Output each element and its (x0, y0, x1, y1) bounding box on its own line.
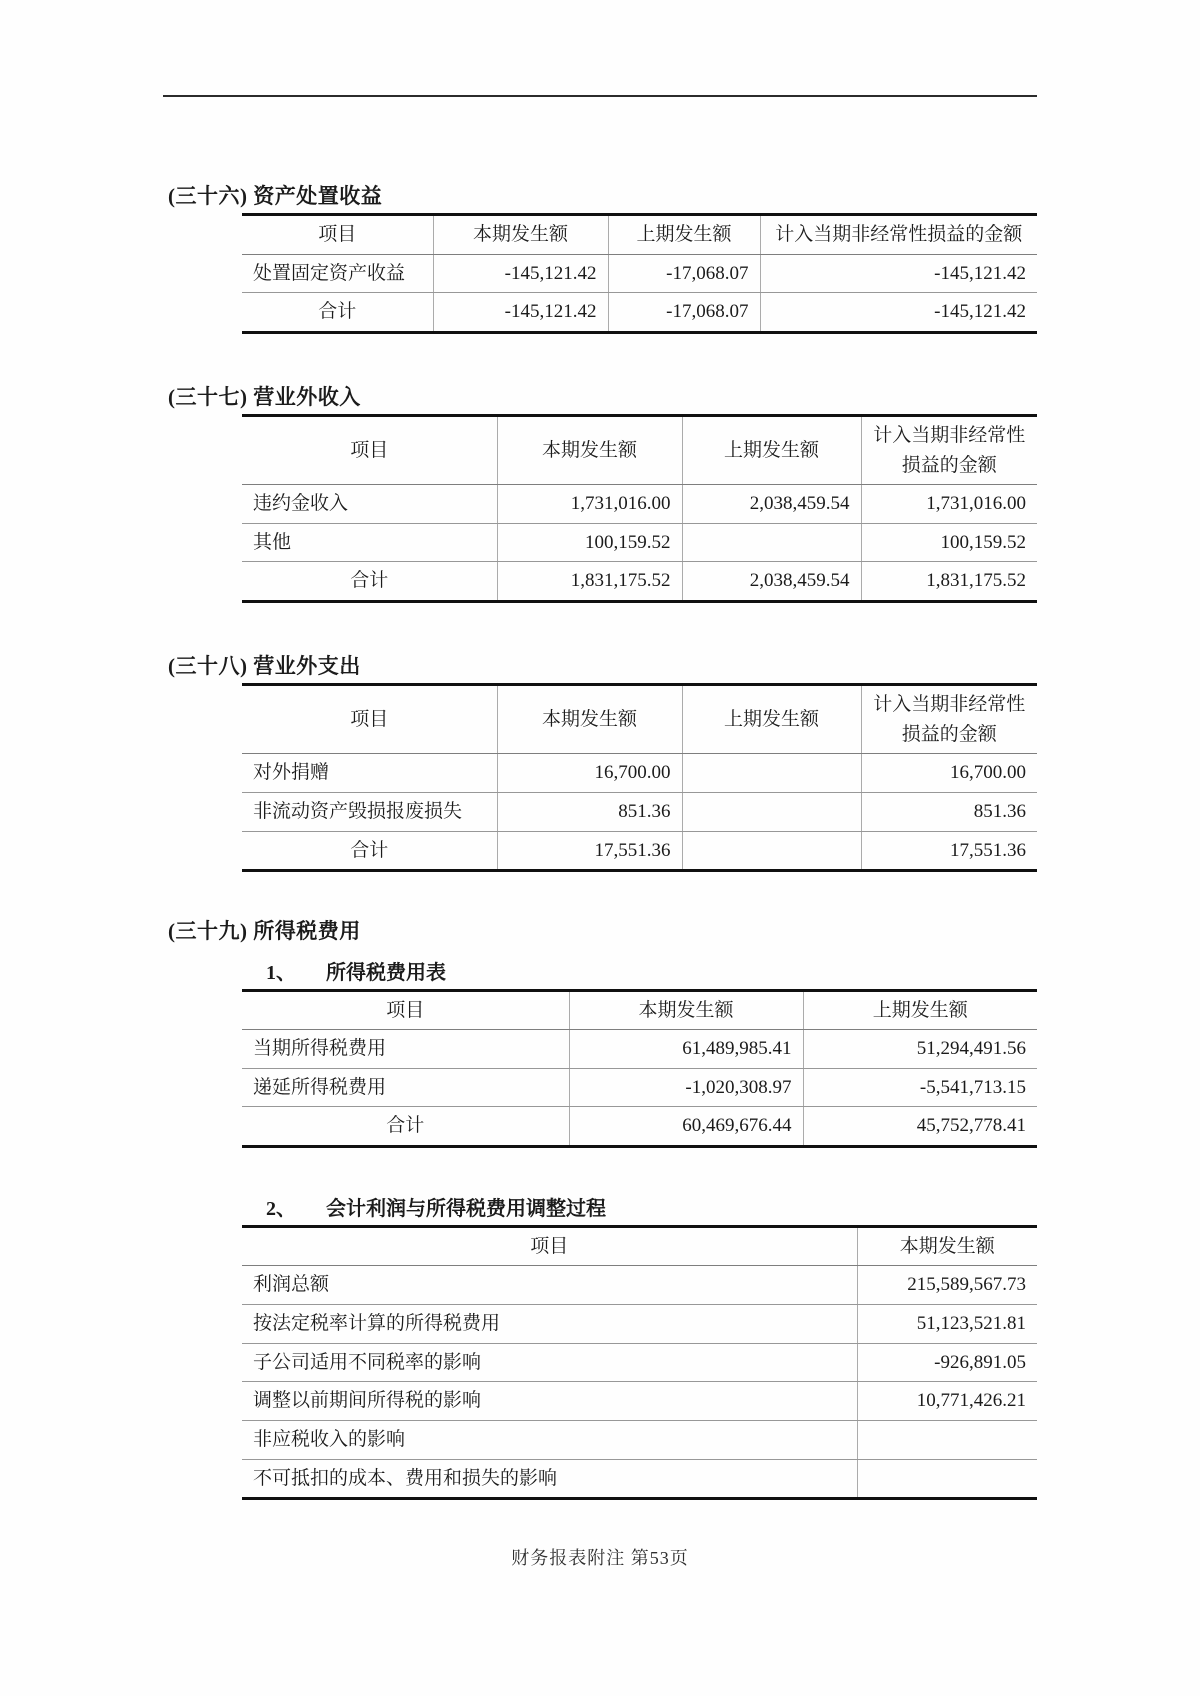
cell-item: 处置固定资产收益 (242, 254, 433, 293)
col-header-prior-period: 上期发生额 (682, 416, 861, 485)
col-header-nonrecurring: 计入当期非经常性损益的金额 (861, 416, 1037, 485)
col-header-item: 项目 (242, 215, 433, 254)
table-total-row (242, 562, 1037, 602)
table-row (242, 1266, 1037, 1305)
col-header-nonrecurring-text: 计入当期非经常性损益的金额 (775, 224, 1023, 246)
table-row (242, 1382, 1037, 1421)
cell-nonrecurring-value: 1,831,175.52 (861, 562, 1037, 602)
col-header-item: 项目 (242, 1226, 857, 1265)
col-header-prior-period: 上期发生额 (682, 685, 861, 754)
cell-current-value: 851.36 (497, 792, 682, 831)
cell-item: 当期所得税费用 (242, 1029, 569, 1068)
cell-current-value: 51,123,521.81 (857, 1304, 1037, 1343)
cell-item: 不可抵扣的成本、费用和损失的影响 (253, 1467, 558, 1489)
cell-prior-value (682, 523, 861, 562)
col-header-current-period: 本期发生额 (497, 416, 682, 485)
cell-item: 其他 (242, 523, 497, 562)
col-header-prior-period: 上期发生额 (608, 215, 760, 254)
table-row (242, 1029, 1037, 1068)
cell-total-label: 合计 (318, 301, 357, 323)
cell-current-value: 1,731,016.00 (497, 485, 682, 524)
cell-total-label: 合计 (386, 1115, 425, 1137)
cell-nonrecurring-value: 1,731,016.00 (861, 485, 1037, 524)
cell-current-value: 100,159.52 (497, 523, 682, 562)
cell-item: 按法定税率计算的所得税费用 (242, 1304, 857, 1343)
col-header-item: 项目 (242, 685, 497, 754)
cell-item: 对外捐赠 (242, 754, 497, 793)
cell-current-value: 215,589,567.73 (857, 1266, 1037, 1305)
table-asset-disposal-income (242, 213, 1037, 334)
cell-nonrecurring-value: 851.36 (861, 792, 1037, 831)
col-header-nonrecurring (760, 215, 1037, 254)
cell-total-label: 合计 (350, 839, 389, 861)
cell-prior-value: -5,541,713.15 (803, 1068, 1037, 1107)
cell-prior-value: 2,038,459.54 (682, 562, 861, 602)
section-39-title: (三十九) 所得税费用 (168, 919, 361, 944)
cell-current-value: -145,121.42 (433, 254, 608, 293)
cell-prior-value: 45,752,778.41 (803, 1107, 1037, 1147)
cell-nonrecurring-value: 16,700.00 (861, 754, 1037, 793)
page-footer: 财务报表附注 第53页 (511, 1548, 689, 1569)
table-row (242, 1459, 1037, 1499)
table-row (242, 1420, 1037, 1459)
cell-prior-value (682, 792, 861, 831)
subsection-2-text: 会计利润与所得税费用调整过程 (326, 1197, 606, 1220)
table-row (242, 523, 1037, 562)
cell-item: 调整以前期间所得税的影响 (242, 1382, 857, 1421)
cell-prior-value: -17,068.07 (608, 293, 760, 333)
table-row (242, 485, 1037, 524)
section-37-title: (三十七) 营业外收入 (168, 385, 361, 410)
cell-nonrecurring-value: -145,121.42 (760, 293, 1037, 333)
table-income-tax-expense (242, 989, 1037, 1148)
cell-current-value: 60,469,676.44 (569, 1107, 803, 1147)
cell-item: 利润总额 (242, 1266, 857, 1305)
table-total-row (242, 293, 1037, 333)
col-header-current-period: 本期发生额 (569, 990, 803, 1029)
cell-nonrecurring-value: 17,551.36 (861, 831, 1037, 871)
cell-current-value (857, 1459, 1037, 1499)
table-row (242, 1304, 1037, 1343)
cell-current-value: 1,831,175.52 (497, 562, 682, 602)
table-nonoperating-income (242, 414, 1037, 603)
page-header-rule (163, 95, 1037, 97)
cell-prior-value: 2,038,459.54 (682, 485, 861, 524)
cell-nonrecurring-value: -145,121.42 (760, 254, 1037, 293)
col-header-nonrecurring: 计入当期非经常性损益的金额 (861, 685, 1037, 754)
table-nonoperating-expenses (242, 683, 1037, 872)
section-38-title: (三十八) 营业外支出 (168, 654, 361, 679)
cell-prior-value (682, 754, 861, 793)
cell-current-value: -926,891.05 (857, 1343, 1037, 1382)
table-header-row (242, 990, 1037, 1029)
cell-item: 违约金收入 (242, 485, 497, 524)
cell-current-value: 17,551.36 (497, 831, 682, 871)
table-row (242, 792, 1037, 831)
cell-item: 非流动资产毁损报废损失 (242, 792, 497, 831)
cell-item: 非应税收入的影响 (242, 1420, 857, 1459)
cell-prior-value: -17,068.07 (608, 254, 760, 293)
table-header-row (242, 215, 1037, 254)
cell-current-value: 10,771,426.21 (857, 1382, 1037, 1421)
cell-nonrecurring-value: 100,159.52 (861, 523, 1037, 562)
table-row (242, 754, 1037, 793)
table-total-row (242, 1107, 1037, 1147)
table-header-row (242, 685, 1037, 754)
col-header-current-period: 本期发生额 (857, 1226, 1037, 1265)
subsection-1-title (266, 960, 1200, 986)
subsection-1-number: 1、 (266, 961, 296, 984)
cell-current-value: 16,700.00 (497, 754, 682, 793)
cell-current-value: -145,121.42 (433, 293, 608, 333)
cell-prior-value (682, 831, 861, 871)
subsection-1-text: 所得税费用表 (326, 961, 446, 984)
table-total-row (242, 831, 1037, 871)
col-header-current-period: 本期发生额 (433, 215, 608, 254)
subsection-2-number: 2、 (266, 1197, 296, 1220)
col-header-current-period: 本期发生额 (497, 685, 682, 754)
cell-prior-value: 51,294,491.56 (803, 1029, 1037, 1068)
cell-current-value (857, 1420, 1037, 1459)
col-header-prior-period: 上期发生额 (803, 990, 1037, 1029)
cell-item: 子公司适用不同税率的影响 (242, 1343, 857, 1382)
col-header-item: 项目 (242, 416, 497, 485)
cell-item: 递延所得税费用 (242, 1068, 569, 1107)
table-header-row (242, 416, 1037, 485)
table-row (242, 1343, 1037, 1382)
table-tax-reconciliation (242, 1225, 1037, 1500)
table-row (242, 254, 1037, 293)
col-header-item: 项目 (242, 990, 569, 1029)
cell-current-value: 61,489,985.41 (569, 1029, 803, 1068)
cell-current-value: -1,020,308.97 (569, 1068, 803, 1107)
table-row (242, 1068, 1037, 1107)
cell-total-label: 合计 (350, 570, 389, 592)
table-header-row (242, 1226, 1037, 1265)
section-36-title: (三十六) 资产处置收益 (168, 184, 383, 208)
subsection-2-title (266, 1196, 1200, 1222)
